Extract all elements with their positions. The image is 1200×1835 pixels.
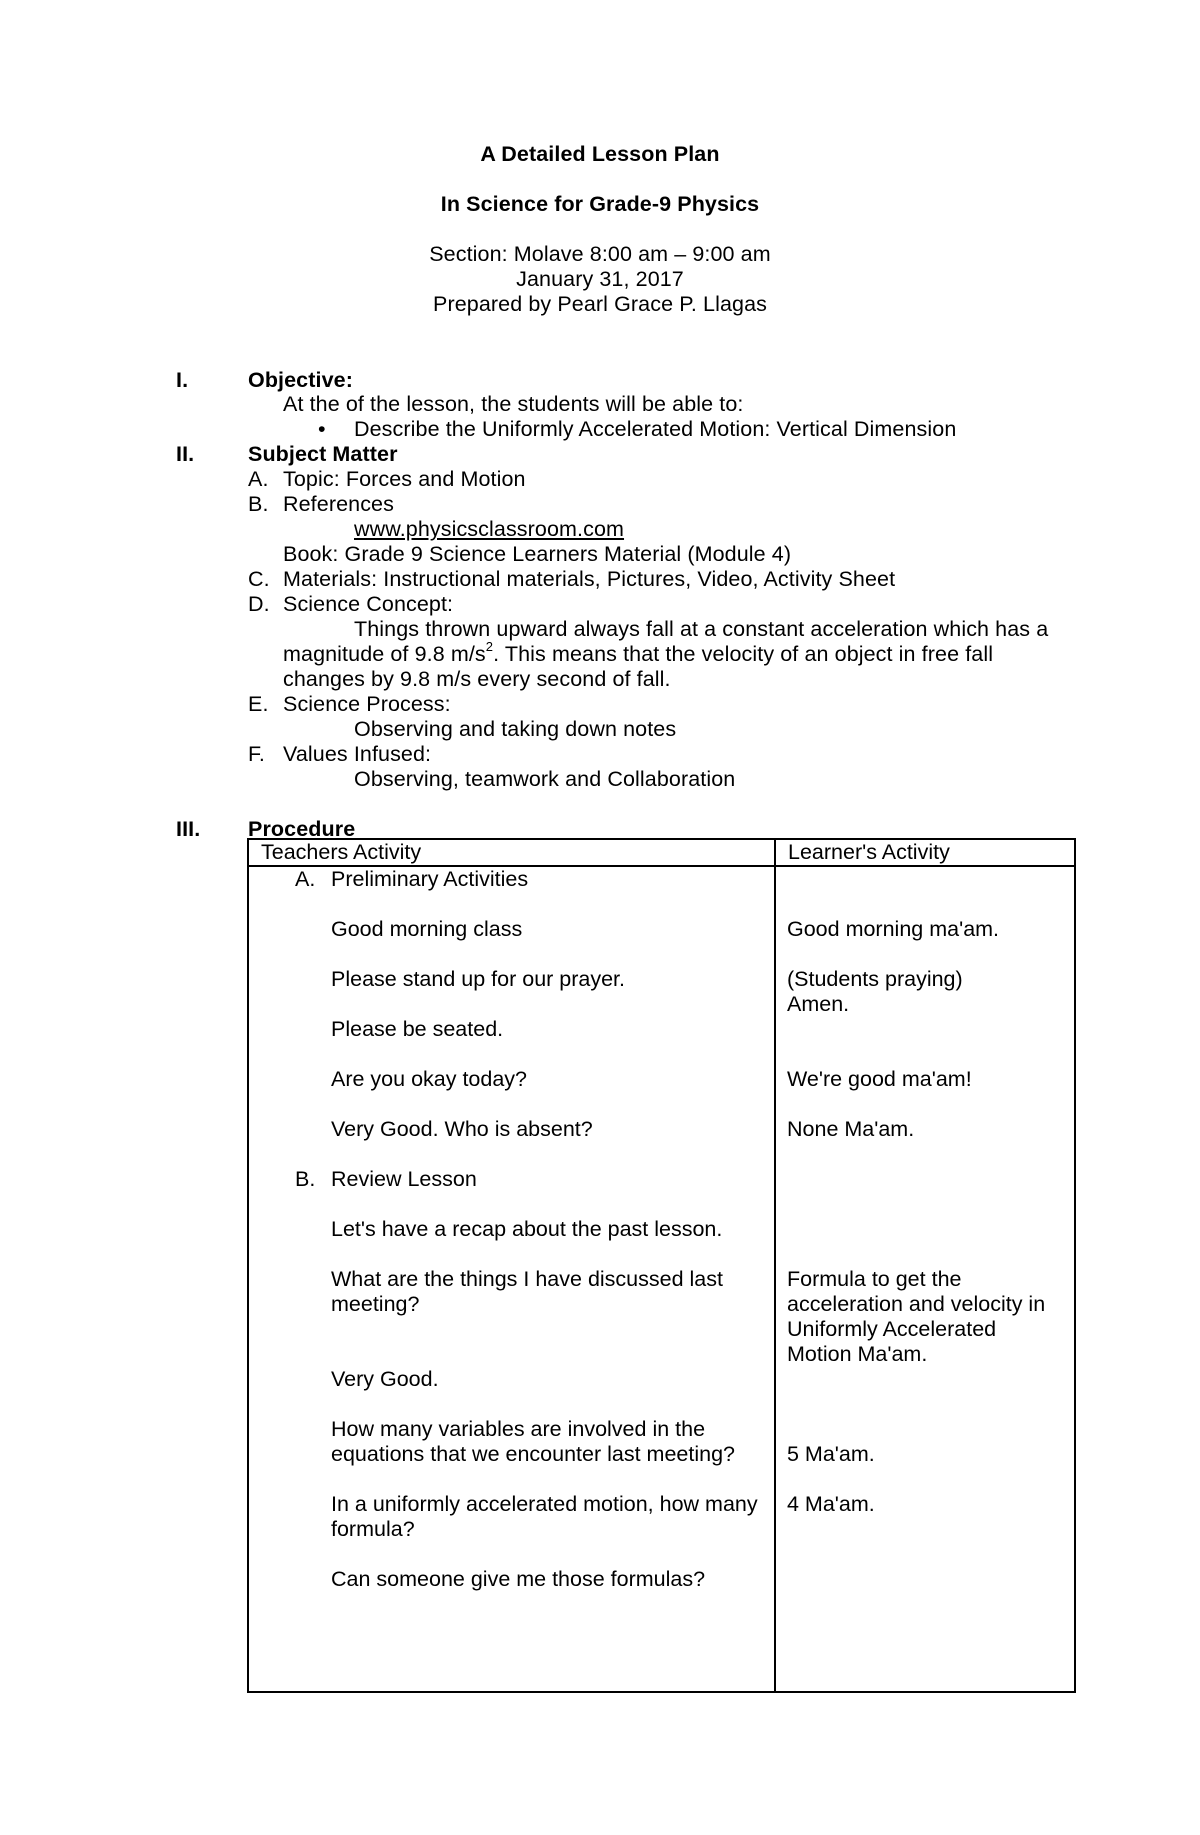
teacher-line: meeting? [331,1292,420,1316]
teacher-line: Let's have a recap about the past lesson. [331,1217,723,1241]
teacher-line: equations that we encounter last meeting? [331,1442,735,1466]
learner-line: We're good ma'am! [787,1067,972,1091]
teacher-line: In a uniformly accelerated motion, how many [331,1492,758,1516]
materials-text: Materials: Instructional materials, Pictures, Video, Activity Sheet [283,567,896,591]
learner-activity-cell [775,866,1075,1692]
preliminary-letter: A. [295,867,316,891]
concept-superscript: 2 [485,638,494,654]
teacher-column-header: Teachers Activity [248,839,775,866]
teacher-line: Please stand up for our prayer. [331,967,626,991]
concept-line-2 [283,638,994,667]
concept-heading: Science Concept: [283,592,454,616]
subject-matter-heading: Subject Matter [248,442,398,466]
table-row [248,866,1075,1692]
learner-line: Amen. [787,992,850,1016]
section-line: Section: Molave 8:00 am – 9:00 am [429,242,771,266]
concept-line-1: Things thrown upward always fall at a constant acceleration which has a [354,617,1049,641]
learner-line: Uniformly Accelerated [787,1317,997,1341]
teacher-line: Can someone give me those formulas? [331,1567,706,1591]
learner-line: None Ma'am. [787,1117,915,1141]
values-heading: Values Infused: [283,742,432,766]
teacher-line: formula? [331,1517,415,1541]
topic-letter: A. [248,467,269,491]
learner-line: acceleration and velocity in [787,1292,1046,1316]
prepared-by-line: Prepared by Pearl Grace P. Llagas [433,292,767,316]
reference-book: Book: Grade 9 Science Learners Material (Module 4) [283,542,792,566]
table-header-row [248,839,1075,866]
concept-line-2-end: . This means that the velocity of an object in free fall [493,642,994,666]
teacher-activity-cell [248,866,775,1692]
teacher-line: Are you okay today? [331,1067,528,1091]
references-letter: B. [248,492,269,516]
procedure-heading: Procedure [248,817,356,841]
document-title: A Detailed Lesson Plan [480,142,720,166]
document-subtitle: In Science for Grade-9 Physics [440,192,760,216]
teacher-line: Good morning class [331,917,523,941]
process-letter: E. [248,692,269,716]
reference-website-link[interactable]: www.physicsclassroom.com [354,517,625,541]
learner-line: (Students praying) [787,967,963,991]
date-line: January 31, 2017 [516,267,684,291]
learner-line: 5 Ma'am. [787,1442,875,1466]
values-text: Observing, teamwork and Collaboration [354,767,736,791]
learner-column-header: Learner's Activity [775,839,1075,866]
topic-text: Topic: Forces and Motion [283,467,526,491]
objective-intro: At the of the lesson, the students will be able to: [283,392,744,416]
learner-line: Motion Ma'am. [787,1342,928,1366]
process-text: Observing and taking down notes [354,717,677,741]
teacher-line: Very Good. Who is absent? [331,1117,593,1141]
concept-letter: D. [248,592,270,616]
preliminary-heading: Preliminary Activities [331,867,529,891]
subject-matter-numeral: II. [176,442,195,466]
objective-heading: Objective: [248,368,353,392]
teacher-line: Very Good. [331,1367,439,1391]
learner-line: Good morning ma'am. [787,917,1000,941]
teacher-line: What are the things I have discussed last [331,1267,723,1291]
procedure-table [247,838,1076,1693]
process-heading: Science Process: [283,692,451,716]
review-heading: Review Lesson [331,1167,477,1191]
objective-numeral: I. [176,368,189,392]
procedure-numeral: III. [176,817,201,841]
concept-line-3: changes by 9.8 m/s every second of fall. [283,667,671,691]
review-letter: B. [295,1167,316,1191]
teacher-line: Please be seated. [331,1017,504,1041]
learner-line: 4 Ma'am. [787,1492,875,1516]
materials-letter: C. [248,567,270,591]
learner-line: Formula to get the [787,1267,962,1291]
references-heading: References [283,492,394,516]
bullet-icon: • [318,417,326,441]
objective-bullet-text: Describe the Uniformly Accelerated Motion: Vertical Dimension [354,417,957,441]
teacher-line: How many variables are involved in the [331,1417,706,1441]
concept-line-2-start: magnitude of 9.8 m/s [283,642,486,666]
values-letter: F. [248,742,265,766]
